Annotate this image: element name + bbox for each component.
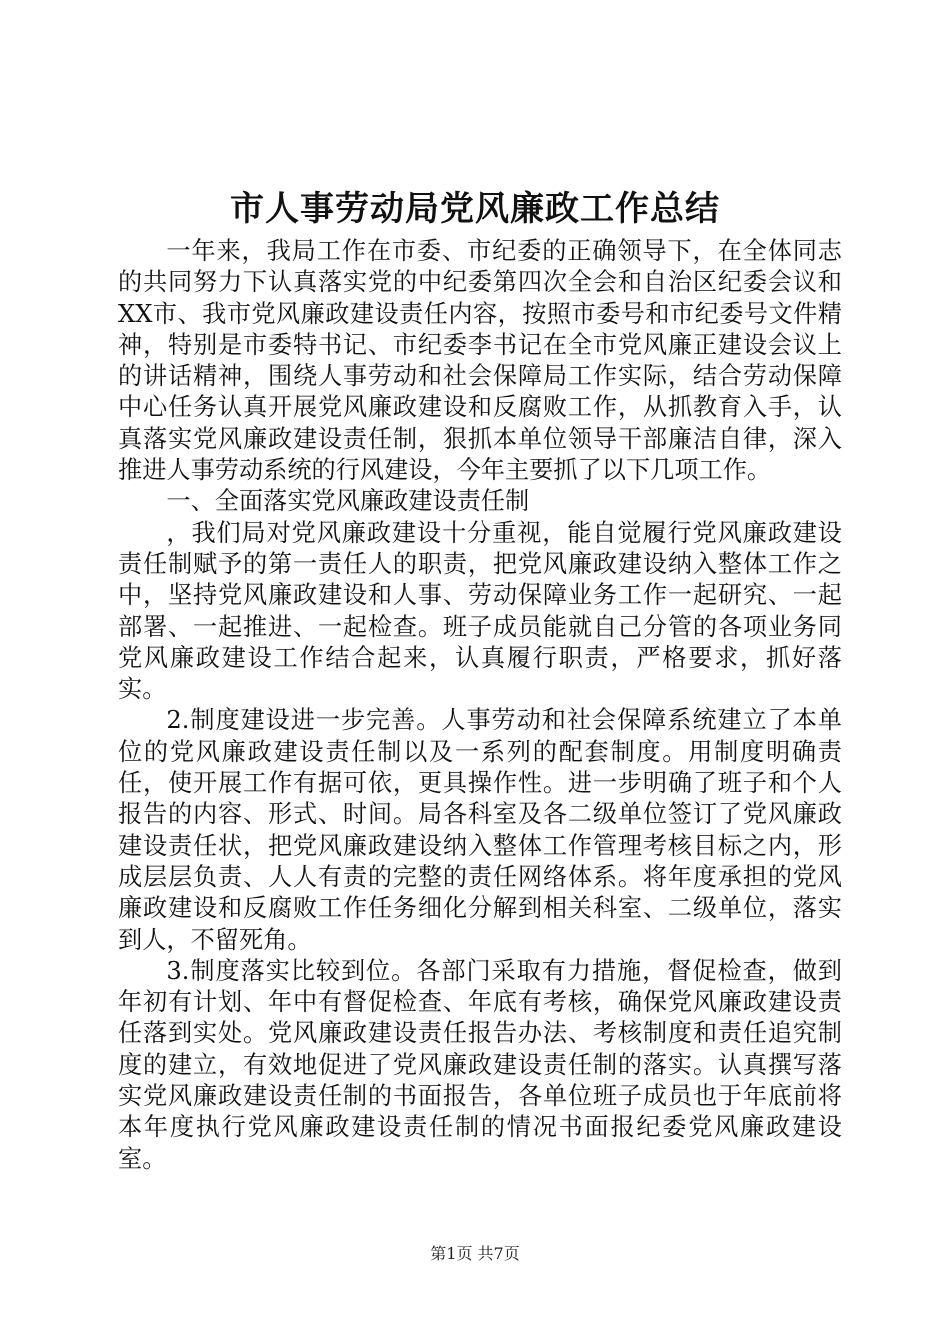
document-title: 市人事劳动局党风廉政工作总结 <box>230 189 720 229</box>
section-heading-1: 一、全面落实党风廉政建设责任制 <box>166 487 530 516</box>
page-number-footer: 第1页 共7页 <box>430 1244 520 1263</box>
paragraph-responsibility: ，我们局对党风廉政建设十分重视，能自觉履行党风廉政建设责任制赋予的第一责任人的职责，把党风廉政建设纳入整体工作之中，坚持党风廉政建设和人事、劳动保障业务工作一起研究、一起部署、一起推进、一起检查。班子成员能就自己分管的各项业务同党风廉政建设工作结合起来，认真履行职责，严格要求，抓好落实。 <box>118 518 842 704</box>
document-body <box>118 236 842 1175</box>
paragraph-intro: 一年来，我局工作在市委、市纪委的正确领导下，在全体同志的共同努力下认真落实党的中纪委第四次全会和自治区纪委会议和XX市、我市党风廉政建设责任内容，按照市委号和市纪委号文件精神，特别是市委特书记、市纪委李书记在全市党风廉正建设会议上的讲话精神，围绕人事劳动和社会保障局工作实际，结合劳动保障中心任务认真开展党风廉政建设和反腐败工作，从抓教育入手，认真落实党风廉政建设责任制，狠抓本单位领导干部廉洁自律，深入推进人事劳动系统的行风建设，今年主要抓了以下几项工作。 <box>118 237 842 485</box>
paragraph-system-implementation: 3.制度落实比较到位。各部门采取有力措施，督促检查，做到年初有计划、年中有督促检查、年底有考核，确保党风廉政建设责任落到实处。党风廉政建设责任报告办法、考核制度和责任追究制度的建立，有效地促进了党风廉政建设责任制的落实。认真撰写落实党风廉政建设责任制的书面报告，各单位班子成员也于年底前将本年度执行党风廉政建设责任制的情况书面报纪委党风廉政建设室。 <box>118 956 842 1173</box>
paragraph-system-building: 2.制度建设进一步完善。人事劳动和社会保障系统建立了本单位的党风廉政建设责任制以及一系列的配套制度。用制度明确责任，使开展工作有据可依，更具操作性。进一步明确了班子和个人报告的内容、形式、时间。局各科室及各二级单位签订了党风廉政建设责任状，把党风廉政建设纳入整体工作管理考核目标之内，形成层层负责、人人有责的完整的责任网络体系。将年度承担的党风廉政建设和反腐败工作任务细化分解到相关科室、二级单位，落实到人，不留死角。 <box>118 706 842 954</box>
